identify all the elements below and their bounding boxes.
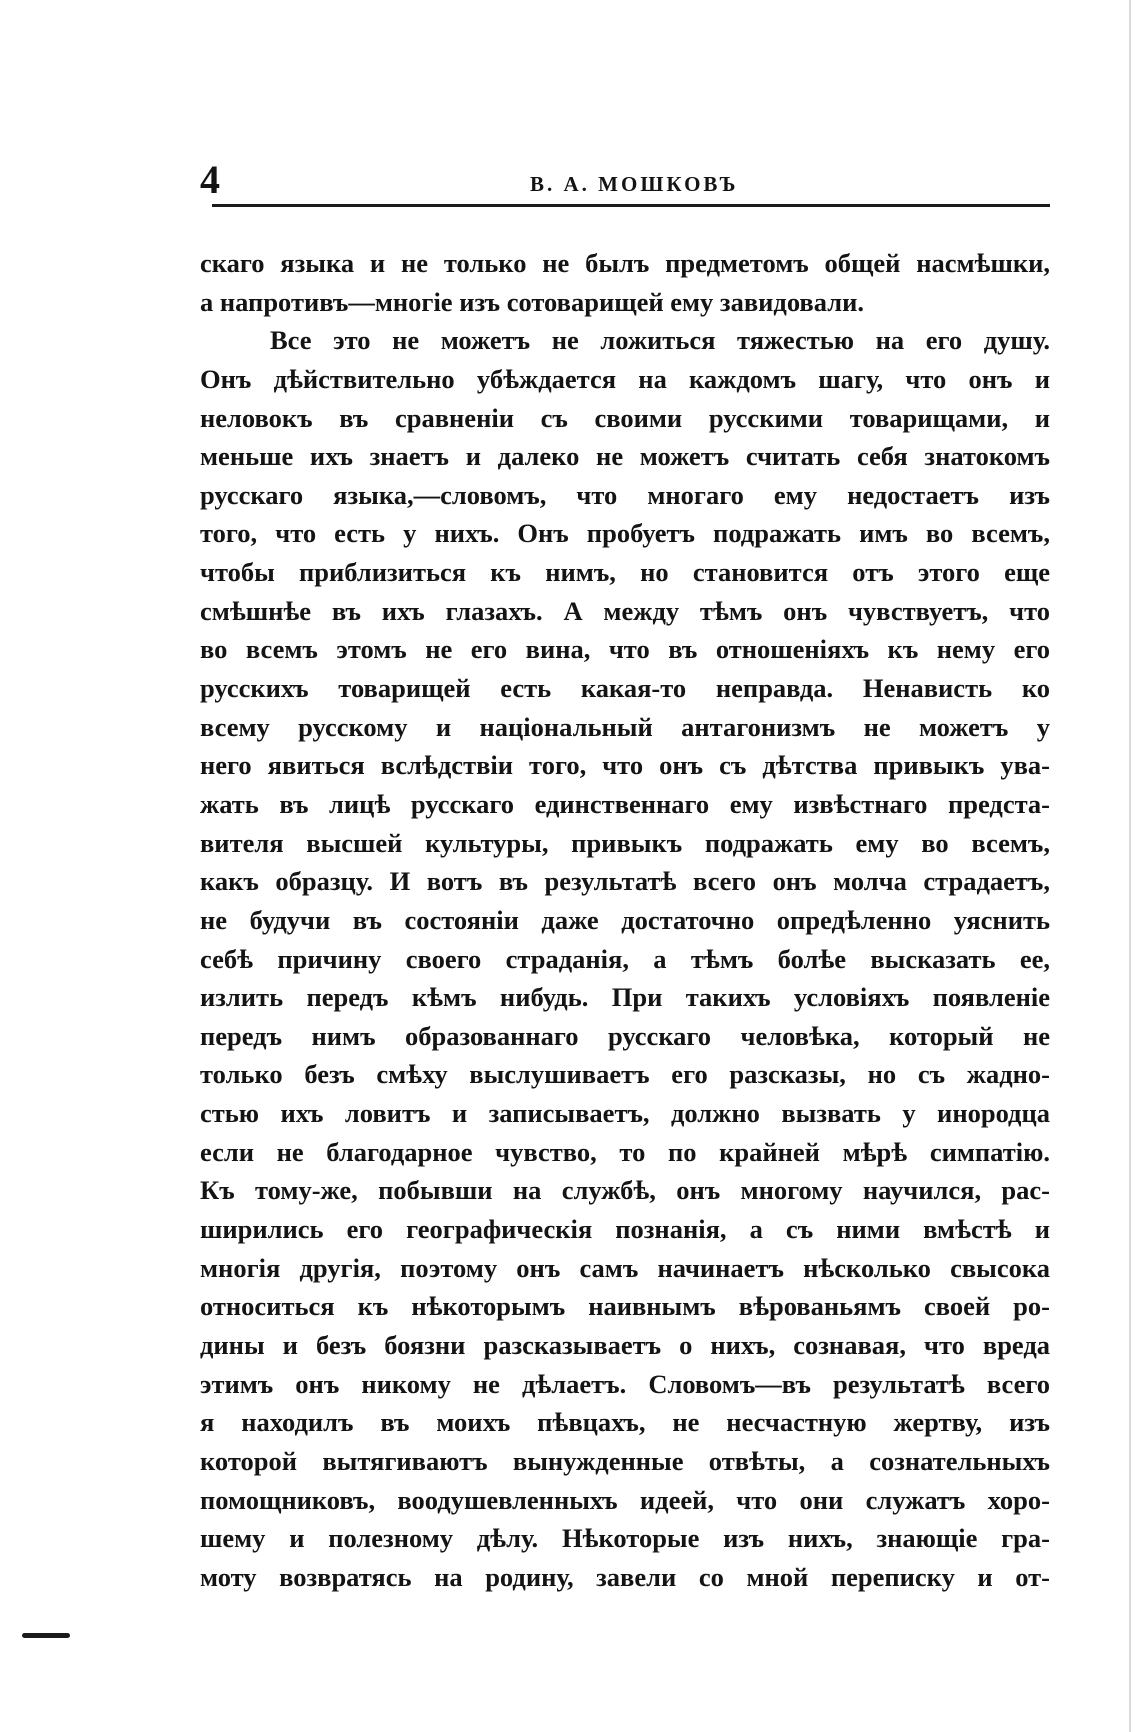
text-line: относиться къ нѣкоторымъ наивнымъ вѣрованьямъ своей ро- — [200, 1291, 1050, 1322]
text-line: себѣ причину своего страданія, а тѣмъ болѣе высказать ее, — [200, 943, 1050, 974]
text-line: моту возвратясь на родину, завели со мной переписку и от- — [200, 1561, 1050, 1592]
page-header — [200, 150, 1052, 206]
text-line: какъ образцу. И вотъ въ результатѣ всего онъ молча страдаетъ, — [200, 866, 1050, 897]
text-line: я находилъ въ моихъ пѣвцахъ, не несчастную жертву, изъ — [200, 1407, 1050, 1438]
text-line: дины и безъ боязни разсказываетъ о нихъ, сознавая, что вреда — [200, 1329, 1050, 1360]
text-line: смѣшнѣе въ ихъ глазахъ. А между тѣмъ онъ чувствуетъ, что — [200, 595, 1050, 626]
text-line: жать въ лицѣ русскаго единственнаго ему извѣстнаго предста- — [200, 788, 1050, 819]
text-line: стью ихъ ловитъ и записываетъ, должно вызвать у инородца — [200, 1098, 1050, 1129]
text-line: неловокъ въ сравненіи съ своими русскими товарищами, и — [200, 402, 1050, 433]
text-line: Къ тому-же, побывши на службѣ, онъ многому научился, рас- — [200, 1175, 1050, 1206]
text-line: не будучи въ состояніи даже достаточно опредѣленно уяснить — [200, 904, 1050, 935]
text-line: него явиться вслѣдствіи того, что онъ съ дѣтства привыкъ ува- — [200, 750, 1050, 781]
text-line: чтобы приблизиться къ нимъ, но становится отъ этого еще — [200, 557, 1050, 588]
text-line: а напротивъ—многіе изъ сотоварищей ему завидовали. — [200, 286, 864, 317]
text-line: этимъ онъ никому не дѣлаетъ. Словомъ—въ результатѣ всего — [200, 1368, 1050, 1399]
text-line: Все это не можетъ не ложиться тяжестью на его душу. — [270, 325, 1050, 356]
text-line: вителя высшей культуры, привыкъ подражать ему во всемъ, — [200, 827, 1050, 858]
text-line: скаго языка и не только не былъ предметомъ общей насмѣшки, — [200, 248, 1050, 278]
text-line: только безъ смѣху выслушиваетъ его разсказы, но съ жадно- — [200, 1059, 1050, 1090]
text-line: Онъ дѣйствительно убѣждается на каждомъ шагу, что онъ и — [200, 363, 1050, 394]
text-line: помощниковъ, воодушевленныхъ идеей, что они служатъ хоро- — [200, 1484, 1050, 1515]
page-edge-line — [1129, 0, 1131, 1732]
header-rule — [212, 204, 1050, 207]
text-line: ширились его географическія познанія, а съ ними вмѣстѣ и — [200, 1214, 1050, 1245]
page-number: 4 — [200, 157, 220, 202]
text-line: излить передъ кѣмъ нибудь. При такихъ условіяхъ появленіе — [200, 982, 1050, 1013]
text-line: того, что есть у нихъ. Онъ пробуетъ подражать имъ во всемъ, — [200, 518, 1050, 549]
text-line: всему русскому и національный антагонизмъ не можетъ у — [200, 711, 1050, 742]
running-head-author: В. А. МОШКОВЪ — [530, 172, 739, 196]
text-line: если не благодарное чувство, то по крайней мѣрѣ симпатію. — [200, 1136, 1050, 1167]
text-line: меньше ихъ знаетъ и далеко не можетъ считать себя знатокомъ — [200, 441, 1050, 472]
body-text — [200, 244, 1050, 1596]
text-line: шему и полезному дѣлу. Нѣкоторые изъ нихъ, знающіе гра- — [200, 1523, 1050, 1554]
text-line: русскихъ товарищей есть какая-то неправда. Ненависть ко — [200, 673, 1050, 704]
text-line: которой вытягиваютъ вынужденные отвѣты, а сознательныхъ — [200, 1445, 1050, 1476]
text-line: во всемъ этомъ не его вина, что въ отношеніяхъ къ нему его — [200, 634, 1050, 665]
text-line: русскаго языка,—словомъ, что многаго ему недостаетъ изъ — [200, 479, 1050, 510]
text-line: многія другія, поэтому онъ самъ начинаетъ нѣсколько свысока — [200, 1252, 1050, 1283]
margin-mark — [22, 1633, 70, 1638]
text-line: передъ нимъ образованнаго русскаго человѣка, который не — [200, 1020, 1050, 1051]
